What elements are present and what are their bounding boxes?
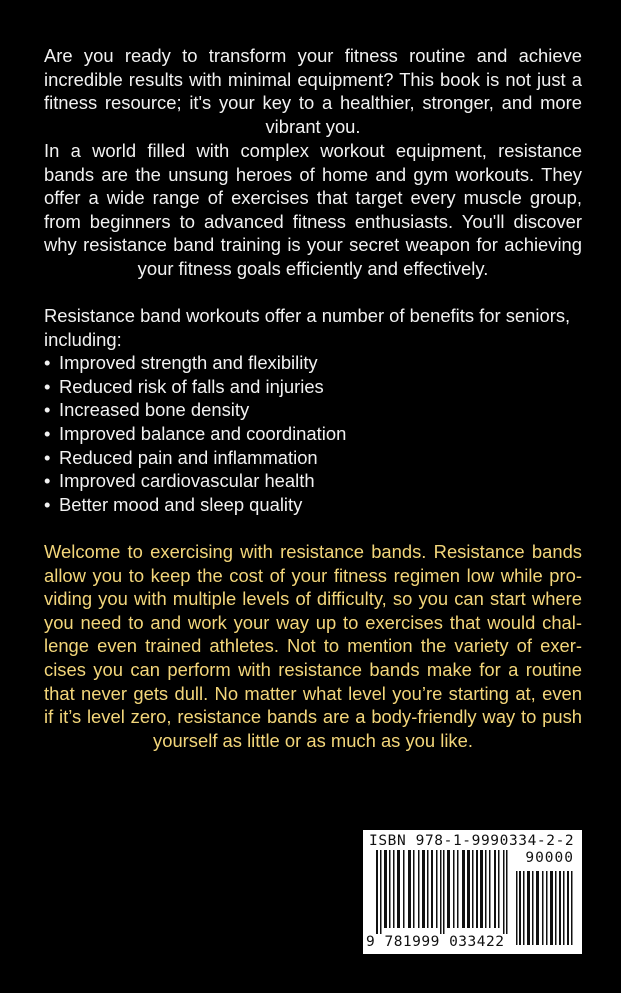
bullet-icon: • <box>44 375 51 397</box>
intro-paragraph: Are you ready to transform your fitness routine and achieve incredible results with minimal equipment? This book is not just a fitness resource; it's your key to a healthier, stronger, and more vibrant you. <box>44 45 582 137</box>
bullet-icon: • <box>44 470 51 492</box>
isbn-label: ISBN 978-1-9990334-2-2 <box>369 833 575 849</box>
benefits-section <box>44 304 582 516</box>
world-paragraph: In a world filled with complex workout equipment, resistance bands are the unsung heroes of home and gym workouts. They offer a wide range of exercises that target every muscle group, from beginners to advanced fitness enthusiasts. You'll discover why resistance band training is your secret weapon for achieving your fitness goals efficiently and effectively. <box>44 140 582 279</box>
bullet-icon: • <box>44 352 51 374</box>
bullet-icon: • <box>44 493 51 515</box>
benefit-item <box>44 446 582 470</box>
benefit-item <box>44 351 582 375</box>
benefit-item <box>44 493 582 517</box>
benefit-item <box>44 422 582 446</box>
benefit-label: Better mood and sleep quality <box>59 493 303 515</box>
benefit-label: Increased bone density <box>59 399 250 421</box>
welcome-paragraph: Welcome to exercising with resistance bands. Resistance bands allow you to keep the cost of your fitness regimen low while providing you with multiple levels of difficulty, so you can start where you need to and work your way up to exercises that would challenge even trained athletes. Not to mention the variety of exercises you can perform with resistance bands make for a routine that never gets dull. No matter what level you’re starting at, even if it’s level zero, resistance bands are a body-friendly way to push yourself as little or as much as you like. <box>44 541 582 751</box>
bullet-icon: • <box>44 446 51 468</box>
benefits-list <box>44 351 582 516</box>
benefit-item <box>44 469 582 493</box>
price-code: 90000 <box>525 850 574 866</box>
benefit-item <box>44 375 582 399</box>
benefit-label: Improved balance and coordination <box>59 422 347 444</box>
benefit-item <box>44 398 582 422</box>
bullet-icon: • <box>44 422 51 444</box>
benefit-label: Improved cardiovascular health <box>59 470 315 492</box>
benefit-label: Reduced pain and inflammation <box>59 446 318 468</box>
benefits-intro: Resistance band workouts offer a number of benefits for seniors, including: <box>44 305 571 350</box>
isbn-barcode <box>363 830 582 954</box>
ean-digits: 9 781999 033422 <box>366 934 505 950</box>
benefit-label: Improved strength and flexibility <box>59 352 318 374</box>
bullet-icon: • <box>44 399 51 421</box>
benefit-label: Reduced risk of falls and injuries <box>59 375 324 397</box>
